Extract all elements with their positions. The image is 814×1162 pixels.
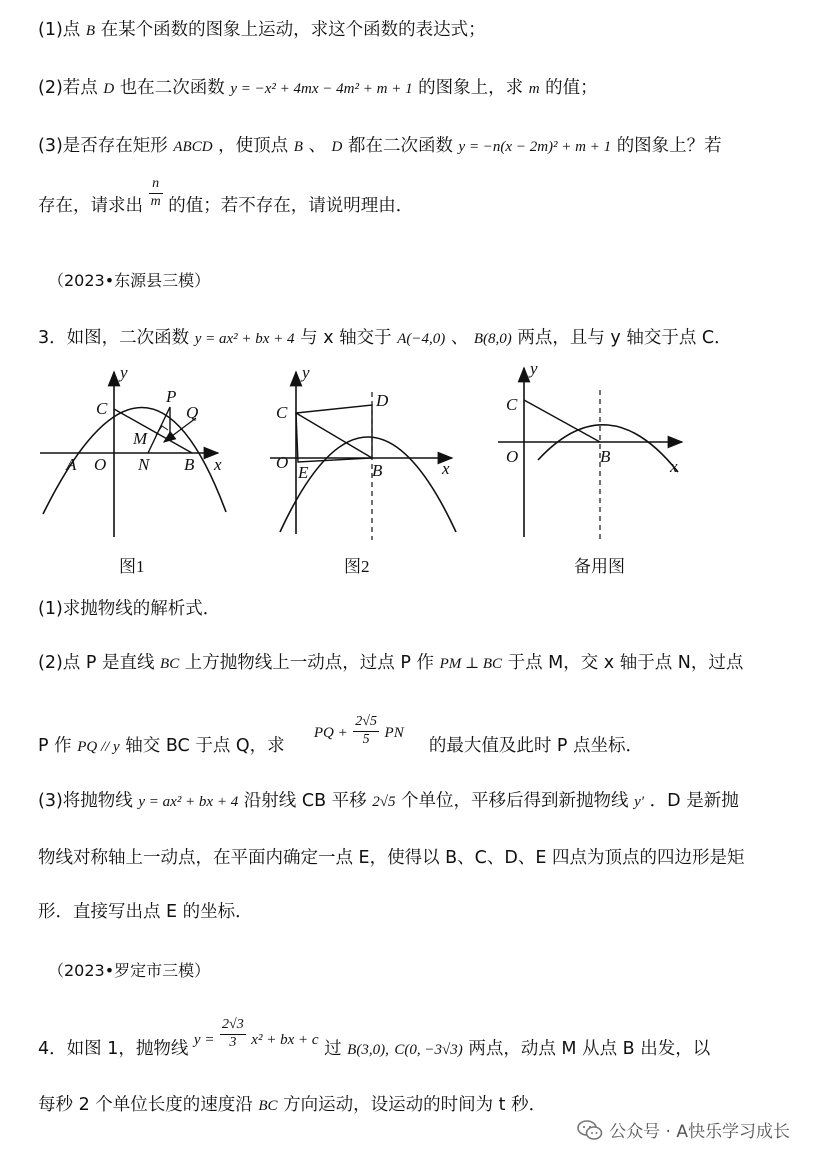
- fig1-label-p: P: [166, 387, 177, 406]
- fig2-label-c: C: [276, 403, 288, 422]
- two-root5-over-5-fraction: $\frac{2√5}{5}$: [355, 714, 377, 747]
- figure-3: [496, 359, 696, 547]
- fig3-line-cb: [524, 400, 600, 442]
- fig2-label-o: O: [276, 453, 289, 472]
- figure-1: [38, 362, 238, 547]
- fig1-label-a: A: [66, 455, 77, 474]
- q3-part3: (3)将抛物线 y = ax² + bx + 4 沿射线 CB 平移 2√5 个单位，平移后得到新抛物线 y′ ．D 是新抛: [38, 791, 739, 811]
- fig2-label-b: B: [372, 461, 383, 480]
- fig3-caption: 备用图: [574, 557, 625, 576]
- q4-line2: 每秒 2 个单位长度的速度沿 BC 方向运动，设运动的时间为 t 秒．: [38, 1095, 547, 1115]
- fig3-label-c: C: [506, 395, 518, 414]
- fig2-label-d: D: [376, 391, 389, 410]
- q3-part3-line3: 形．直接写出点 E 的坐标．: [38, 902, 253, 922]
- q3-part2-line2: P 作 PQ // y 轴交 BC 于点 Q，求 PQ + $\frac{2√5}{5}$ PN 的最大值及此时 P 点坐标．: [38, 714, 644, 756]
- source-note-1: （2023•东源县三模）: [48, 271, 211, 290]
- q2-part3: (3)是否存在矩形 ABCD ，使顶点 B 、 D 都在二次函数 y = −n(x − 2m)² + m + 1 的图象上？若: [38, 136, 722, 156]
- fig3-label-y: y: [530, 359, 538, 378]
- fig1-label-y: y: [120, 363, 128, 382]
- q2-part2: (2)若点 D 也在二次函数 y = −x² + 4mx − 4m² + m + 1 的图象上，求 m 的值；: [38, 78, 598, 98]
- watermark-text: 公众号 · A快乐学习成长: [609, 1122, 790, 1142]
- fig2-caption: 图2: [344, 557, 370, 576]
- q3-intro: 3．如图，二次函数 y = ax² + bx + 4 与 x 轴交于 A(−4,0) 、 B(8,0) 两点，且与 y 轴交于点 C．: [38, 328, 732, 348]
- q2-formula-2: y = −n(x − 2m)² + m + 1: [458, 139, 612, 155]
- figure-2: [268, 362, 468, 547]
- fig1-label-x: x: [214, 455, 222, 474]
- fig2-label-y: y: [302, 363, 310, 382]
- q2-formula-1: y = −x² + 4mx − 4m² + m + 1: [230, 81, 413, 97]
- two-root3-over-3-fraction: $\frac{2√3}{3}$: [222, 1017, 244, 1050]
- fig1-label-n: N: [138, 455, 150, 474]
- fig2-parabola: [280, 437, 456, 532]
- n-over-m-fraction: $\frac{n}{m}$: [150, 176, 161, 209]
- q2-part1: (1)点 B 在某个函数的图象上运动，求这个函数的表达式；: [38, 20, 486, 40]
- fig3-label-x: x: [670, 457, 678, 476]
- fig2-rectangle-cdbe: [296, 405, 372, 462]
- fig3-label-o: O: [506, 447, 519, 466]
- q4-intro: 4．如图 1，抛物线 y = $\frac{2√3}{3}$ x² + bx + c 过 B(3,0), C(0, −3√3) 两点，动点 M 从点 B 出发，以: [38, 1017, 711, 1059]
- fig1-label-q: Q: [186, 403, 199, 422]
- source-note-2: （2023•罗定市三模）: [48, 961, 211, 980]
- fig1-caption: 图1: [119, 557, 145, 576]
- fig1-line-cb: [114, 409, 192, 453]
- fig2-label-e: E: [298, 463, 309, 482]
- fig1-label-m: M: [133, 429, 148, 448]
- q3-part1: (1)求抛物线的解析式．: [38, 599, 221, 619]
- q3-part2: (2)点 P 是直线 BC 上方抛物线上一动点，过点 P 作 PM ⊥ BC 于点 M，交 x 轴于点 N，过点: [38, 653, 744, 673]
- fig2-label-x: x: [442, 459, 450, 478]
- fig1-label-o: O: [94, 455, 107, 474]
- fig1-label-c: C: [96, 399, 108, 418]
- watermark: [577, 1117, 790, 1142]
- wechat-icon: [577, 1119, 603, 1141]
- q2-part3-line2: 存在，请求出 $\frac{n}{m}$ 的值；若不存在，请说明理由．: [38, 176, 414, 216]
- fig3-label-b: B: [600, 447, 611, 466]
- fig1-label-b: B: [184, 455, 195, 474]
- q3-part3-line2: 物线对称轴上一动点，在平面内确定一点 E，使得以 B、C、D、E 四点为顶点的四边形是矩: [38, 848, 745, 868]
